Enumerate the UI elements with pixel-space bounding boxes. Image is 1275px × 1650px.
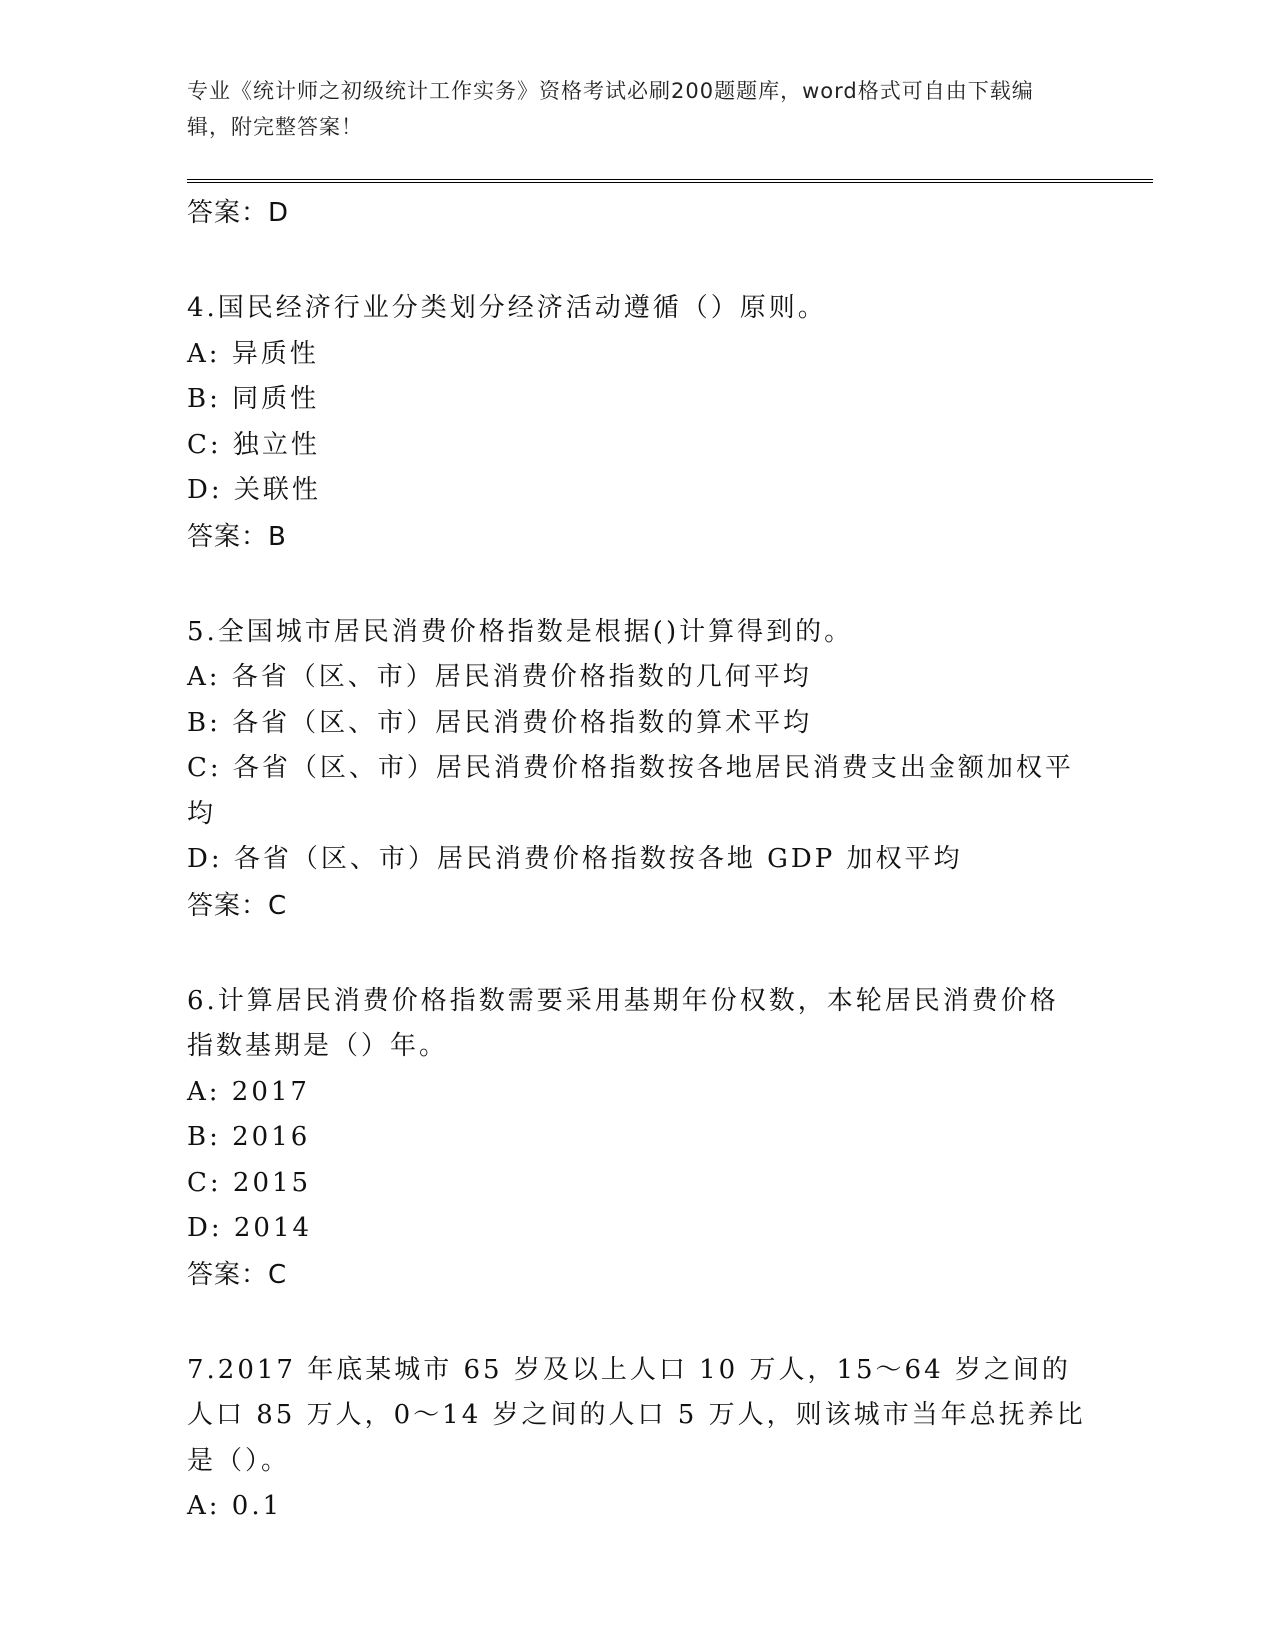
option-c: C: 2015: [187, 1167, 312, 1198]
option-a: A: 异质性: [187, 338, 319, 369]
option-a: A: 各省（区、市）居民消费价格指数的几何平均: [187, 662, 812, 692]
header-rule: [187, 179, 1153, 183]
option-c: C: 独立性: [187, 429, 320, 460]
question-text: 4.国民经济行业分类划分经济活动遵循（）原则。: [187, 293, 827, 323]
question-5: [187, 610, 1087, 929]
answer: 答案：C: [187, 890, 288, 921]
document-body: [187, 190, 1087, 1530]
option-d: D: 关联性: [187, 475, 321, 505]
answer: 答案：C: [187, 1259, 288, 1290]
option-a: A: 2017: [187, 1076, 310, 1107]
previous-answer: 答案：D: [187, 198, 290, 228]
option-b: B: 同质性: [187, 384, 320, 414]
question-7: [187, 1348, 1087, 1530]
question-4: [187, 286, 1087, 560]
option-d: D: 各省（区、市）居民消费价格指数按各地 GDP 加权平均: [187, 844, 963, 874]
answer: 答案：B: [187, 521, 287, 552]
option-a: A: 0.1: [187, 1491, 283, 1521]
option-b: B: 各省（区、市）居民消费价格指数的算术平均: [187, 707, 813, 738]
option-b: B: 2016: [187, 1122, 311, 1152]
option-c: C: 各省（区、市）居民消费价格指数按各地居民消费支出金额加权平均: [187, 753, 1074, 829]
question-6: [187, 979, 1087, 1298]
question-text: 6.计算居民消费价格指数需要采用基期年份权数，本轮居民消费价格指数基期是（）年。: [187, 985, 1059, 1061]
document-header: 专业《统计师之初级统计工作实务》资格考试必刷200题题库，word格式可自由下载编辑，附完整答案！: [187, 79, 1034, 139]
question-text: 7.2017 年底某城市 65 岁及以上人口 10 万人，15～64 岁之间的人口 85 万人，0～14 岁之间的人口 5 万人，则该城市当年总抚养比是（）。: [187, 1354, 1086, 1476]
option-d: D: 2014: [187, 1213, 313, 1243]
question-text: 5.全国城市居民消费价格指数是根据()计算得到的。: [187, 616, 854, 647]
